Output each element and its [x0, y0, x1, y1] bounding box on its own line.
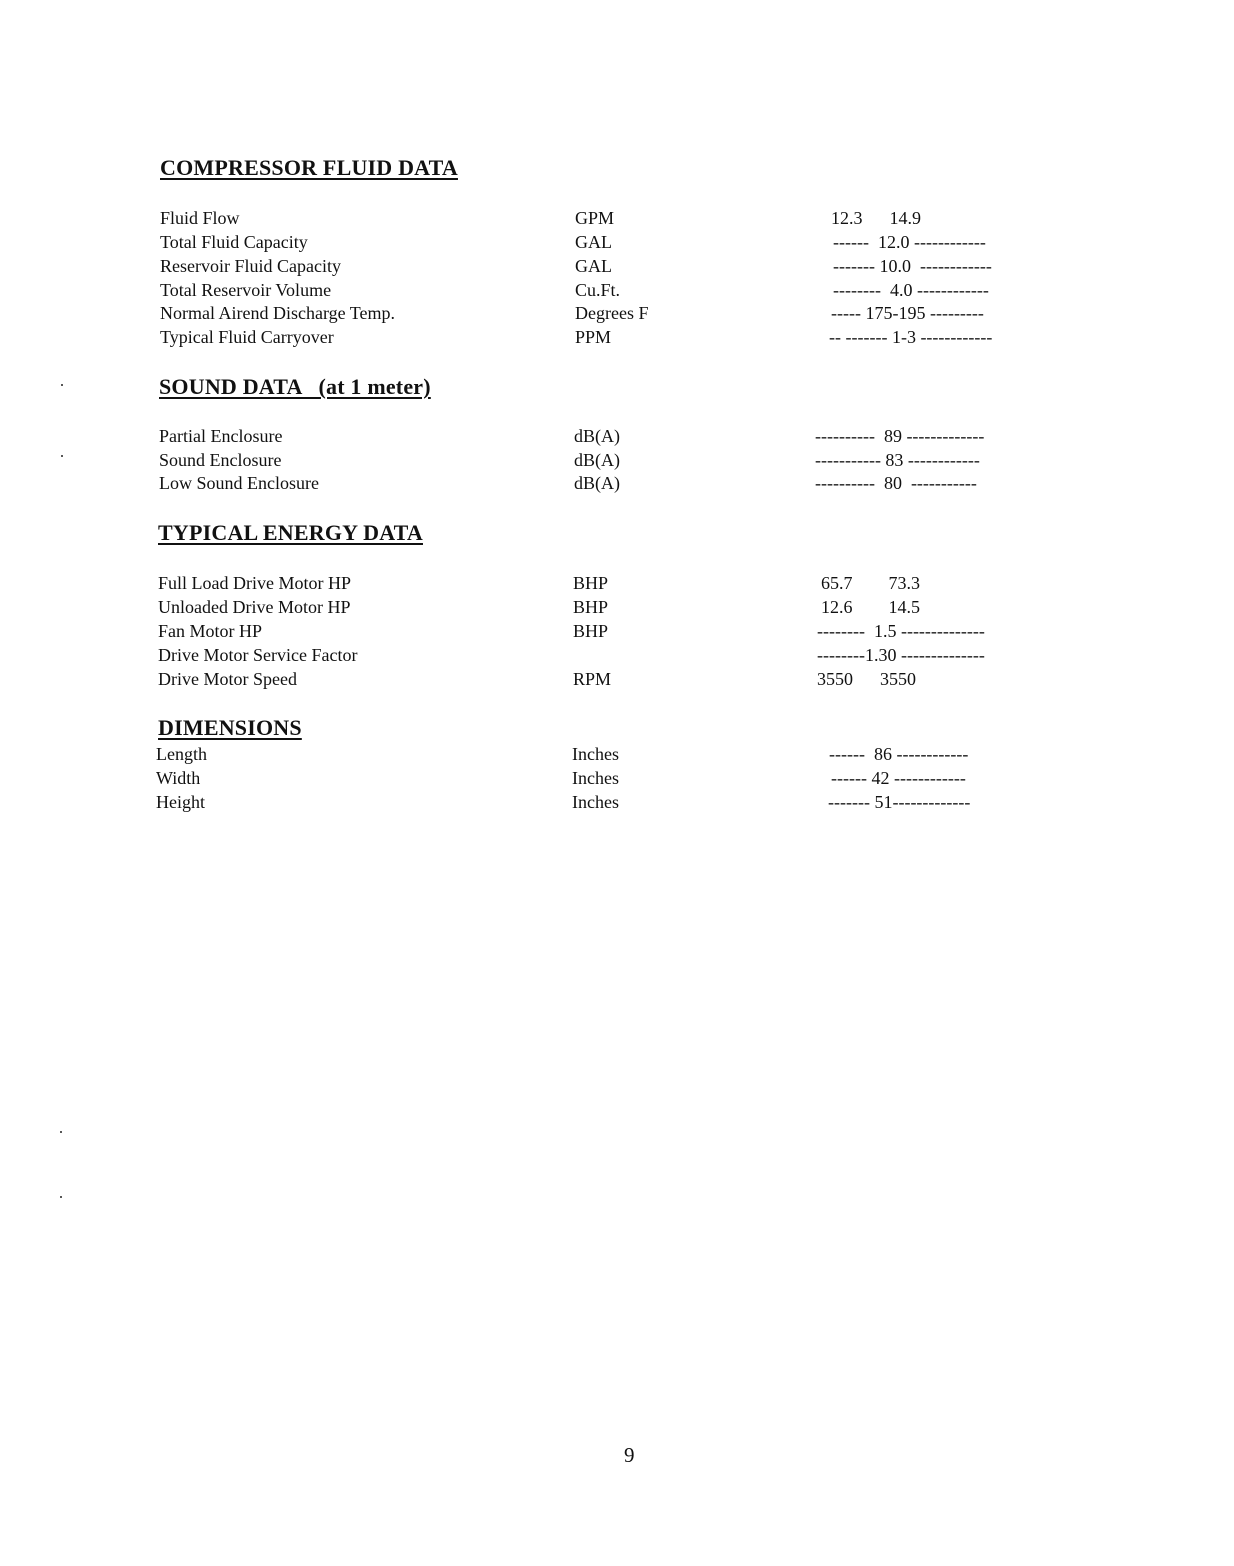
row-label: Drive Motor Service Factor — [158, 645, 358, 665]
row-label: Low Sound Enclosure — [159, 473, 319, 493]
table-row — [0, 619, 1234, 643]
row-label: Reservoir Fluid Capacity — [160, 256, 341, 276]
row-unit: PPM — [575, 327, 612, 347]
scan-mark — [61, 455, 63, 457]
row-value: -- ------- 1-3 ------------ — [829, 327, 993, 347]
row-unit: GAL — [575, 256, 612, 276]
row-unit: Inches — [572, 792, 619, 812]
table-row — [0, 448, 1234, 472]
section-heading: DIMENSIONS — [158, 715, 302, 740]
row-value: --------1.30 -------------- — [817, 645, 985, 665]
row-value: 3550 3550 — [817, 669, 916, 689]
row-unit: GAL — [575, 232, 612, 252]
row-value: 12.6 14.5 — [821, 597, 920, 617]
row-label: Fan Motor HP — [158, 621, 263, 641]
row-value: ------ 42 ------------ — [831, 768, 966, 788]
row-label: Fluid Flow — [160, 208, 240, 228]
table-row — [0, 595, 1234, 619]
row-value: ---------- 80 ----------- — [815, 473, 977, 493]
scan-mark — [60, 1131, 62, 1133]
row-value: ----- 175-195 --------- — [831, 303, 984, 323]
row-value: ------- 51------------- — [828, 792, 971, 812]
table-row — [0, 790, 1234, 814]
row-value: -------- 1.5 -------------- — [817, 621, 985, 641]
page-number: 9 — [624, 1443, 635, 1467]
row-value: ---------- 89 ------------- — [815, 426, 985, 446]
row-unit: Inches — [572, 768, 619, 788]
row-label: Width — [156, 768, 201, 788]
row-label: Total Reservoir Volume — [160, 280, 332, 300]
row-unit: dB(A) — [574, 473, 620, 493]
row-unit: Inches — [572, 744, 619, 764]
table-row — [0, 254, 1234, 278]
row-unit: BHP — [573, 573, 609, 593]
row-unit: GPM — [575, 208, 615, 228]
table-row — [0, 742, 1234, 766]
row-value: 12.3 14.9 — [831, 208, 921, 228]
row-unit: BHP — [573, 597, 609, 617]
table-row — [0, 643, 1234, 667]
row-label: Normal Airend Discharge Temp. — [160, 303, 396, 323]
row-label: Full Load Drive Motor HP — [158, 573, 351, 593]
table-row — [0, 301, 1234, 325]
table-row — [0, 278, 1234, 302]
row-value: ------ 86 ------------ — [829, 744, 969, 764]
row-unit: dB(A) — [574, 450, 620, 470]
scan-mark — [61, 384, 63, 386]
row-label: Partial Enclosure — [159, 426, 283, 446]
row-value: ----------- 83 ------------ — [815, 450, 980, 470]
table-row — [0, 766, 1234, 790]
row-unit: Cu.Ft. — [575, 280, 621, 300]
row-label: Height — [156, 792, 205, 812]
table-row — [0, 571, 1234, 595]
row-label: Length — [156, 744, 207, 764]
section-heading: COMPRESSOR FLUID DATA — [160, 155, 458, 180]
table-row — [0, 230, 1234, 254]
row-label: Unloaded Drive Motor HP — [158, 597, 351, 617]
row-value: -------- 4.0 ------------ — [833, 280, 989, 300]
row-value: ------- 10.0 ------------ — [833, 256, 992, 276]
table-row — [0, 206, 1234, 230]
row-value: 65.7 73.3 — [821, 573, 920, 593]
row-unit: BHP — [573, 621, 609, 641]
section-heading: SOUND DATA (at 1 meter) — [159, 374, 431, 399]
row-unit: Degrees F — [575, 303, 649, 323]
section-heading: TYPICAL ENERGY DATA — [158, 520, 423, 545]
row-unit: dB(A) — [574, 426, 620, 446]
scan-mark — [60, 1196, 62, 1198]
row-label: Typical Fluid Carryover — [160, 327, 334, 347]
row-label: Total Fluid Capacity — [160, 232, 308, 252]
table-row — [0, 424, 1234, 448]
table-row — [0, 667, 1234, 691]
row-label: Drive Motor Speed — [158, 669, 297, 689]
table-row — [0, 325, 1234, 349]
row-label: Sound Enclosure — [159, 450, 282, 470]
row-unit: RPM — [573, 669, 612, 689]
table-row — [0, 471, 1234, 495]
row-value: ------ 12.0 ------------ — [833, 232, 986, 252]
